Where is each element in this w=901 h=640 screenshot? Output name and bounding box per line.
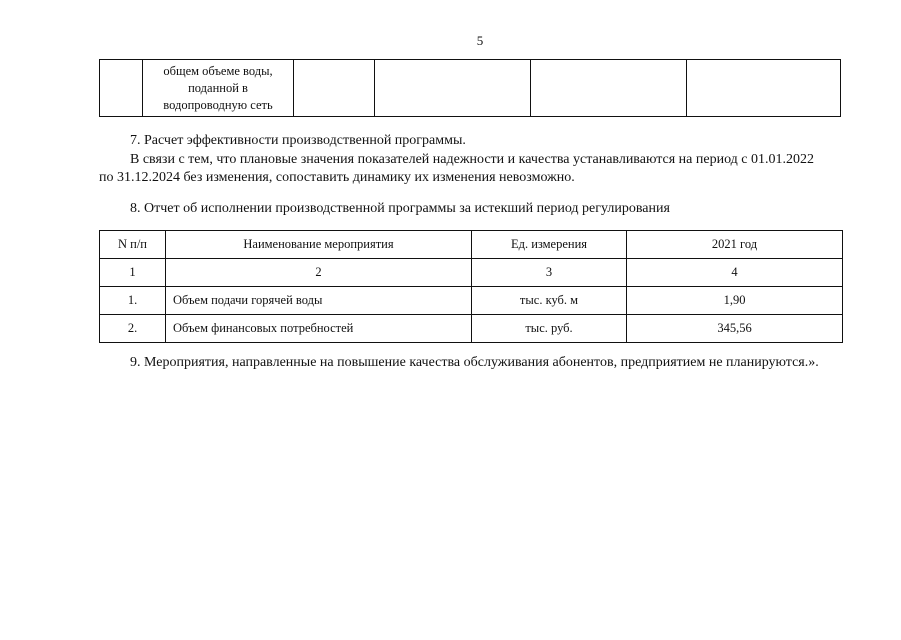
report-table xyxy=(99,230,843,343)
table-header-row xyxy=(100,231,843,259)
row-value-cell: 345,56 xyxy=(627,315,843,343)
numbering-cell: 3 xyxy=(472,259,627,287)
row-number-cell: 2. xyxy=(100,315,166,343)
header-cell-unit: Ед. измерения xyxy=(472,231,627,259)
table-numbering-row xyxy=(100,259,843,287)
cell-line: поданной в xyxy=(188,80,248,95)
table-cell-empty xyxy=(100,60,143,117)
table-cell-empty xyxy=(687,60,841,117)
section-8-title: 8. Отчет об исполнении производственной программы за истекший период регулирования xyxy=(130,201,670,216)
section-7-text-line-1: В связи с тем, что плановые значения показателей надежности и качества устанавливаются на период с 01.01.2022 xyxy=(130,152,815,167)
table-row xyxy=(100,315,843,343)
section-7-text-line-2: по 31.12.2024 без изменения, сопоставить динамику их изменения невозможно. xyxy=(99,170,575,185)
continued-table-fragment xyxy=(99,59,841,117)
section-9-text: 9. Мероприятия, направленные на повышение качества обслуживания абонентов, предприятием не планируются.». xyxy=(130,355,819,370)
row-name-cell: Объем подачи горячей воды xyxy=(166,287,472,315)
cell-line: общем объеме воды, xyxy=(163,63,273,78)
table-cell-description xyxy=(143,60,294,117)
numbering-cell: 1 xyxy=(100,259,166,287)
header-cell-name: Наименование мероприятия xyxy=(166,231,472,259)
header-cell-year: 2021 год xyxy=(627,231,843,259)
numbering-cell: 4 xyxy=(627,259,843,287)
row-unit-cell: тыс. куб. м xyxy=(472,287,627,315)
table-row xyxy=(100,287,843,315)
table-cell-empty xyxy=(294,60,375,117)
table-row xyxy=(100,60,841,117)
numbering-cell: 2 xyxy=(166,259,472,287)
row-name-cell: Объем финансовых потребностей xyxy=(166,315,472,343)
section-7-title: 7. Расчет эффективности производственной программы. xyxy=(130,133,466,148)
table-cell-empty xyxy=(531,60,687,117)
cell-line: водопроводную сеть xyxy=(163,97,273,112)
header-cell-number: N п/п xyxy=(100,231,166,259)
row-value-cell: 1,90 xyxy=(627,287,843,315)
table-cell-empty xyxy=(375,60,531,117)
row-number-cell: 1. xyxy=(100,287,166,315)
row-unit-cell: тыс. руб. xyxy=(472,315,627,343)
page-number: 5 xyxy=(476,33,484,48)
